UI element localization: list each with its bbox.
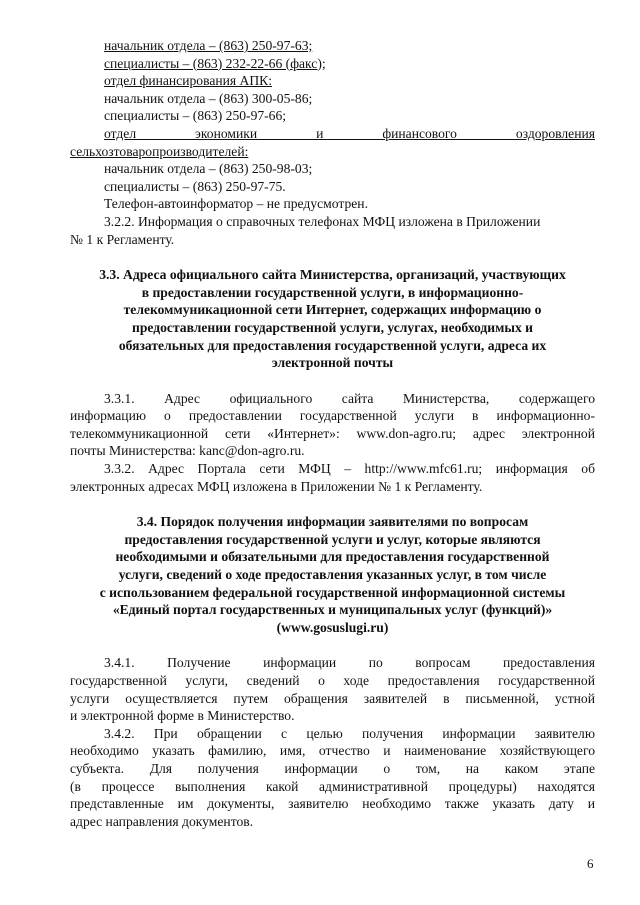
contact-line: Телефон-автоинформатор – не предусмотрен. [104,196,368,212]
section-heading-line: необходимыми и обязательными для предоставления государственной [115,549,550,565]
paragraph-line: 3.3.2. Адрес Портала сети МФЦ – http://www.mfc61.ru; информация об [104,461,595,477]
contact-section-title: отдел экономики и финансового оздоровления [104,125,595,141]
contact-line: специалисты – (863) 232-22-66 (факс); [104,55,326,71]
paragraph-line: услуги осуществляется путем обращения заявителей в письменной, устной [70,690,595,706]
section-heading-line: (www.gosuslugi.ru) [276,619,389,635]
section-heading-line: электронной почты [271,355,394,371]
contact-line: начальник отдела – (863) 300-05-86; [104,90,313,106]
paragraph-line: адрес направления документов. [70,813,254,829]
paragraph-line: (в процессе выполнения какой административной процедуры) находятся [70,778,595,794]
section-heading-line: в предоставлении государственной услуги, в информационно- [141,284,524,300]
paragraph-line: 3.3.1. Адрес официального сайта Министерства, содержащего [104,390,595,406]
contact-line: начальник отдела – (863) 250-98-03; [104,161,313,177]
paragraph-line: почты Министерства: kanc@don-agro.ru. [70,443,305,459]
paragraph-line: № 1 к Регламенту. [70,231,175,247]
section-heading-line: предоставлении государственной услуги, услугах, необходимых и [131,319,534,335]
page-content [70,37,595,830]
section-heading-line: обязательных для предоставления государственной услуги, адреса их [118,337,547,353]
section-heading-line: 3.4. Порядок получения информации заявителями по вопросам [136,514,529,530]
paragraph-line: 3.2.2. Информация о справочных телефонах МФЦ изложена в Приложении [104,213,541,229]
contact-section-title: отдел финансирования АПК: [104,73,273,89]
contact-section-title: сельхозтоваропроизводителей: [70,143,249,159]
section-heading-line: предоставления государственной услуги и услуг, которые являются [124,531,541,547]
contact-line: специалисты – (863) 250-97-75. [104,178,286,194]
section-heading-line: услуги, сведений о ходе предоставления указанных услуг, в том числе [118,567,547,583]
section-heading-line: «Единый портал государственных и муниципальных услуг (функций)» [112,602,553,618]
paragraph-line: 3.4.1. Получение информации по вопросам предоставления [104,655,595,671]
paragraph-line: электронных адресах МФЦ изложена в Приложении № 1 к Регламенту. [70,478,483,494]
paragraph-line: государственной услуги, сведений о ходе предоставления государственной [70,673,595,688]
paragraph-line: информацию о предоставлении государственной услуги в информационно- [70,408,595,424]
page-number: 6 [587,856,594,871]
contact-line: специалисты – (863) 250-97-66; [104,108,287,124]
paragraph-line: необходимо указать фамилию, имя, отчество и наименование хозяйствующего [70,743,595,759]
section-heading-line: 3.3. Адреса официального сайта Министерства, организаций, участвующих [99,267,566,283]
contact-line: начальник отдела – (863) 250-97-63; [104,38,313,53]
paragraph-line: телекоммуникационной сети «Интернет»: www.don-agro.ru; адрес электронной [70,425,595,441]
paragraph-line: субъекта. Для получения информации о том, на каком этапе [70,760,595,776]
section-heading-line: телекоммуникационной сети Интернет, содержащих информацию о [123,302,542,318]
paragraph-line: и электронной форме в Министерство. [70,708,295,724]
section-heading-line: с использованием федеральной государственной информационной системы [99,584,566,600]
paragraph-line: представленные им документы, заявителю необходимо также указать дату и [70,796,595,812]
paragraph-line: 3.4.2. При обращении с целью получения информации заявителю [104,725,595,741]
